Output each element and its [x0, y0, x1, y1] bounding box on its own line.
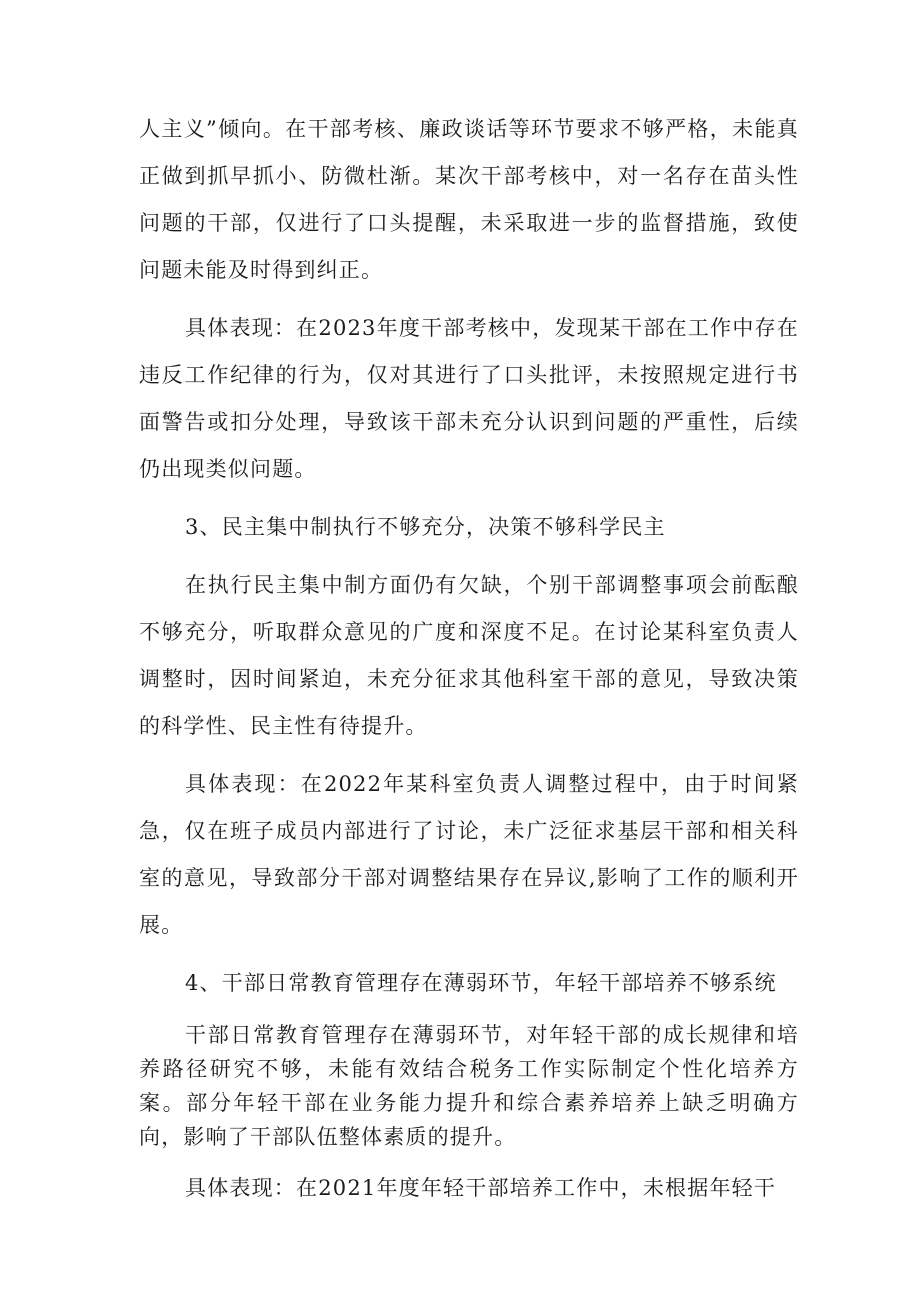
paragraph-democratic-centralism: 在执行民主集中制方面仍有欠缺，个别干部调整事项会前酝酿不够充分，听取群众意见的广度和深度不足。在讨论某科室负责人调整时，因时间紧迫，未充分征求其他科室干部的意见，导致决策的科学性、民主性有待提升。 — [139, 573, 799, 738]
paragraph-cadre-education: 干部日常教育管理存在薄弱环节，对年轻干部的成长规律和培养路径研究不够，未能有效结合税务工作实际制定个性化培养方案。部分年轻干部在业务能力提升和综合素养培养上缺乏明确方向，影响了干部队伍整体素质的提升。 — [139, 1023, 799, 1149]
section-heading-3: 3、民主集中制执行不够充分，决策不够科学民主 — [185, 515, 666, 539]
paragraph-specific-2021: 具体表现：在2021年度年轻干部培养工作中，未根据年轻干 — [185, 1176, 777, 1200]
paragraph-specific-2022: 具体表现：在2022年某科室负责人调整过程中，由于时间紧急，仅在班子成员内部进行了讨论，未广泛征求基层干部和相关科室的意见，导致部分干部对调整结果存在异议,影响了工作的顺利开展。 — [139, 772, 799, 937]
document-body — [139, 106, 799, 1223]
paragraph-continuation: 人主义”倾向。在干部考核、廉政谈话等环节要求不够严格，未能真正做到抓早抓小、防微杜渐。某次干部考核中，对一名存在苗头性问题的干部，仅进行了口头提醒，未采取进一步的监督措施，致使问题未能及时得到纠正。 — [139, 117, 799, 282]
paragraph-specific-2023: 具体表现：在2023年度干部考核中，发现某干部在工作中存在违反工作纪律的行为，仅对其进行了口头批评，未按照规定进行书面警告或扣分处理，导致该干部未充分认识到问题的严重性，后续仍出现类似问题。 — [139, 316, 799, 481]
section-heading-4: 4、干部日常教育管理存在薄弱环节，年轻干部培养不够系统 — [185, 971, 777, 995]
